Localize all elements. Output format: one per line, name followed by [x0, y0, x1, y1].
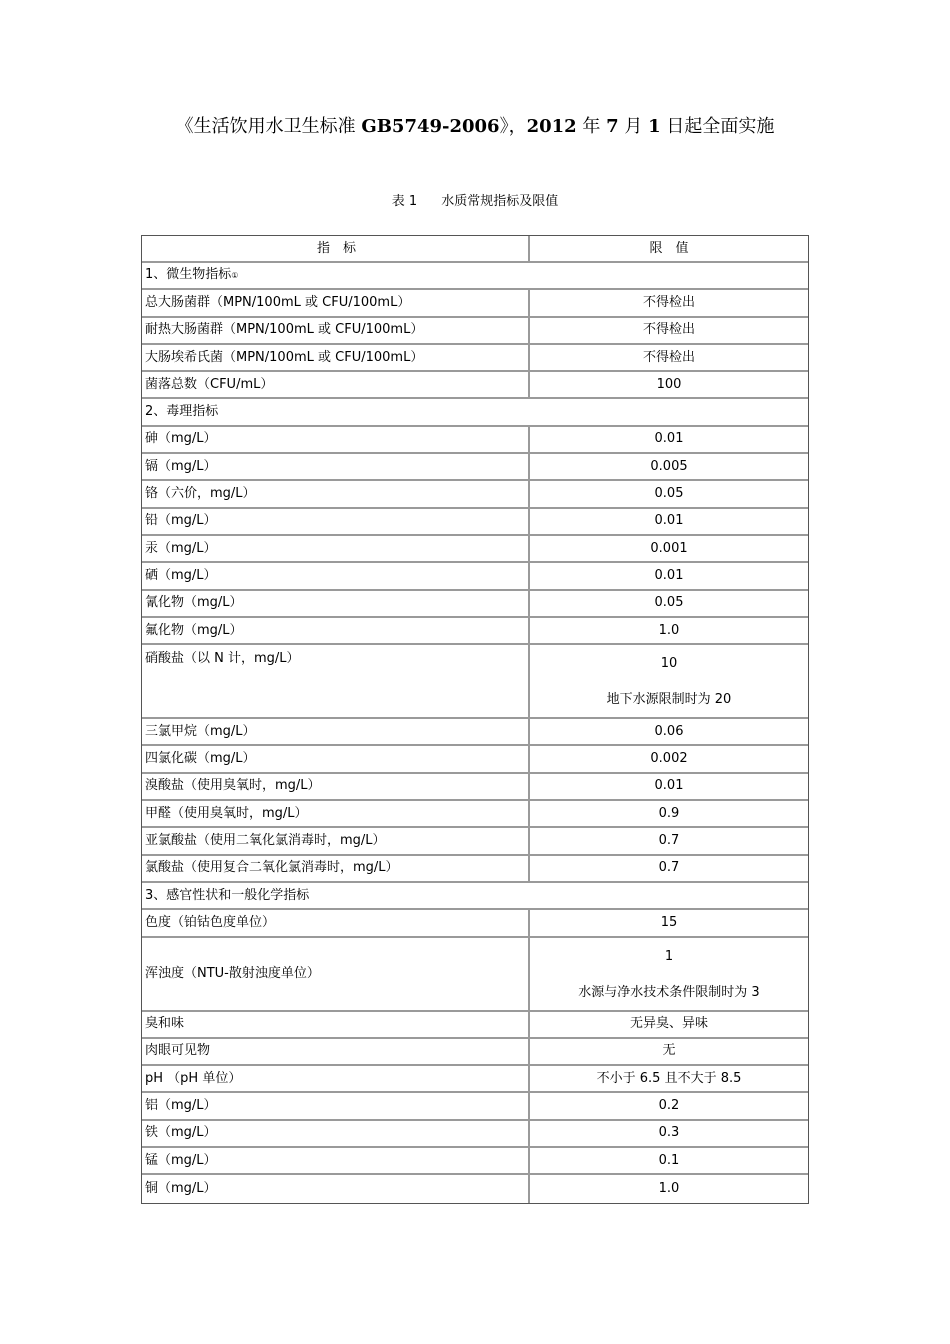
table-row [142, 1093, 808, 1120]
title-year: 2012 [526, 116, 577, 137]
indicator-cell: 色度（铂钴色度单位） [142, 910, 530, 937]
caption-text: 水质常规指标及限值 [441, 194, 559, 209]
limit-cell: 0.06 [530, 719, 808, 746]
limit-cell: 不得检出 [530, 345, 808, 372]
table-row [142, 1148, 808, 1175]
table-row [142, 618, 808, 645]
limit-cell: 0.7 [530, 828, 808, 855]
indicator-cell: 硒（mg/L） [142, 563, 530, 590]
table-row [142, 774, 808, 801]
indicator-cell: 三氯甲烷（mg/L） [142, 719, 530, 746]
table-row [142, 1066, 808, 1093]
table-row [142, 454, 808, 481]
limit-note: 地下水源限制时为 20 [606, 692, 732, 708]
limit-cell: 0.01 [530, 774, 808, 801]
indicator-cell: 铁（mg/L） [142, 1121, 530, 1148]
table-caption [0, 192, 950, 212]
indicator-cell: 氯酸盐（使用复合二氧化氯消毒时，mg/L） [142, 856, 530, 883]
table-row [142, 1039, 808, 1066]
table-header-row [142, 236, 808, 263]
table-row [142, 828, 808, 855]
limit-cell: 无异臭、异味 [530, 1012, 808, 1039]
limit-cell: 不小于 6.5 且不大于 8.5 [530, 1066, 808, 1093]
limit-cell: 0.1 [530, 1148, 808, 1175]
table-row [142, 345, 808, 372]
table-row [142, 1012, 808, 1039]
indicator-cell: 硝酸盐（以 N 计，mg/L） [142, 645, 530, 719]
limit-cell: 0.01 [530, 427, 808, 454]
limit-cell: 不得检出 [530, 290, 808, 317]
limit-cell: 0.3 [530, 1121, 808, 1148]
section-row [142, 263, 808, 290]
section-toxic: 2、毒理指标 [142, 399, 808, 426]
limit-cell: 0.05 [530, 591, 808, 618]
limit-cell: 0.2 [530, 1093, 808, 1120]
limit-cell: 0.05 [530, 481, 808, 508]
title-text: 《生活饮用水卫生标准 [175, 116, 362, 137]
limit-cell: 不得检出 [530, 318, 808, 345]
title-text: 日起全面实施 [660, 116, 775, 137]
table-row [142, 1121, 808, 1148]
section-row [142, 399, 808, 426]
table-row [142, 801, 808, 828]
indicator-cell: 大肠埃希氏菌（MPN/100mL 或 CFU/100mL） [142, 345, 530, 372]
indicator-cell: 臭和味 [142, 1012, 530, 1039]
limit-cell: 15 [530, 910, 808, 937]
title-text: 》， [499, 116, 527, 137]
header-limit: 限 值 [530, 236, 808, 263]
indicator-cell: 汞（mg/L） [142, 536, 530, 563]
indicator-cell: 亚氯酸盐（使用二氧化氯消毒时，mg/L） [142, 828, 530, 855]
limit-primary: 10 [660, 656, 678, 672]
title-day: 1 [648, 116, 661, 137]
indicator-cell: 铅（mg/L） [142, 509, 530, 536]
footnote-marker: ① [231, 271, 239, 281]
title-standard-code: GB5749-2006 [361, 116, 500, 137]
indicator-cell: 溴酸盐（使用臭氧时，mg/L） [142, 774, 530, 801]
limit-cell: 100 [530, 372, 808, 399]
indicator-cell: 砷（mg/L） [142, 427, 530, 454]
limit-cell: 0.01 [530, 563, 808, 590]
table-row [142, 719, 808, 746]
table-row [142, 318, 808, 345]
indicator-cell: 铜（mg/L） [142, 1175, 530, 1202]
title-month: 7 [606, 116, 619, 137]
water-quality-table [141, 235, 809, 1204]
indicator-cell: pH （pH 单位） [142, 1066, 530, 1093]
title-text: 年 [576, 116, 607, 137]
indicator-cell: 镉（mg/L） [142, 454, 530, 481]
limit-cell: 0.005 [530, 454, 808, 481]
indicator-cell: 总大肠菌群（MPN/100mL 或 CFU/100mL） [142, 290, 530, 317]
limit-cell [530, 938, 808, 1012]
indicator-cell: 菌落总数（CFU/mL） [142, 372, 530, 399]
indicator-cell: 氟化物（mg/L） [142, 618, 530, 645]
table-row [142, 746, 808, 773]
table-row [142, 563, 808, 590]
table-row [142, 1175, 808, 1202]
indicator-cell: 甲醛（使用臭氧时，mg/L） [142, 801, 530, 828]
indicator-cell: 浑浊度（NTU-散射浊度单位） [142, 938, 530, 1012]
page-title [0, 114, 950, 140]
limit-cell: 0.001 [530, 536, 808, 563]
indicator-cell: 四氯化碳（mg/L） [142, 746, 530, 773]
header-indicator: 指 标 [142, 236, 530, 263]
caption-label: 表 1 [391, 194, 418, 209]
table-row [142, 290, 808, 317]
limit-cell: 1.0 [530, 618, 808, 645]
title-text: 月 [618, 116, 649, 137]
table-row [142, 645, 808, 719]
table-row [142, 509, 808, 536]
table-row [142, 427, 808, 454]
limit-cell: 0.01 [530, 509, 808, 536]
indicator-cell: 铬（六价，mg/L） [142, 481, 530, 508]
section-sensory: 3、感官性状和一般化学指标 [142, 883, 808, 910]
section-row [142, 883, 808, 910]
limit-cell: 无 [530, 1039, 808, 1066]
table-row [142, 856, 808, 883]
table-row [142, 536, 808, 563]
section-micro: 1、微生物指标① [142, 263, 808, 290]
indicator-cell: 铝（mg/L） [142, 1093, 530, 1120]
indicator-cell: 耐热大肠菌群（MPN/100mL 或 CFU/100mL） [142, 318, 530, 345]
limit-cell: 0.9 [530, 801, 808, 828]
limit-cell: 1.0 [658, 1180, 680, 1196]
table-row [142, 591, 808, 618]
table-row [142, 910, 808, 937]
indicator-cell: 氰化物（mg/L） [142, 591, 530, 618]
limit-primary: 1 [664, 948, 674, 964]
table-row [142, 481, 808, 508]
indicator-cell: 锰（mg/L） [142, 1148, 530, 1175]
limit-cell: 0.7 [530, 856, 808, 883]
table-row [142, 372, 808, 399]
indicator-cell: 肉眼可见物 [142, 1039, 530, 1066]
limit-cell [530, 645, 808, 719]
limit-cell: 0.002 [530, 746, 808, 773]
limit-note: 水源与净水技术条件限制时为 3 [578, 984, 760, 1000]
table-row [142, 938, 808, 1012]
